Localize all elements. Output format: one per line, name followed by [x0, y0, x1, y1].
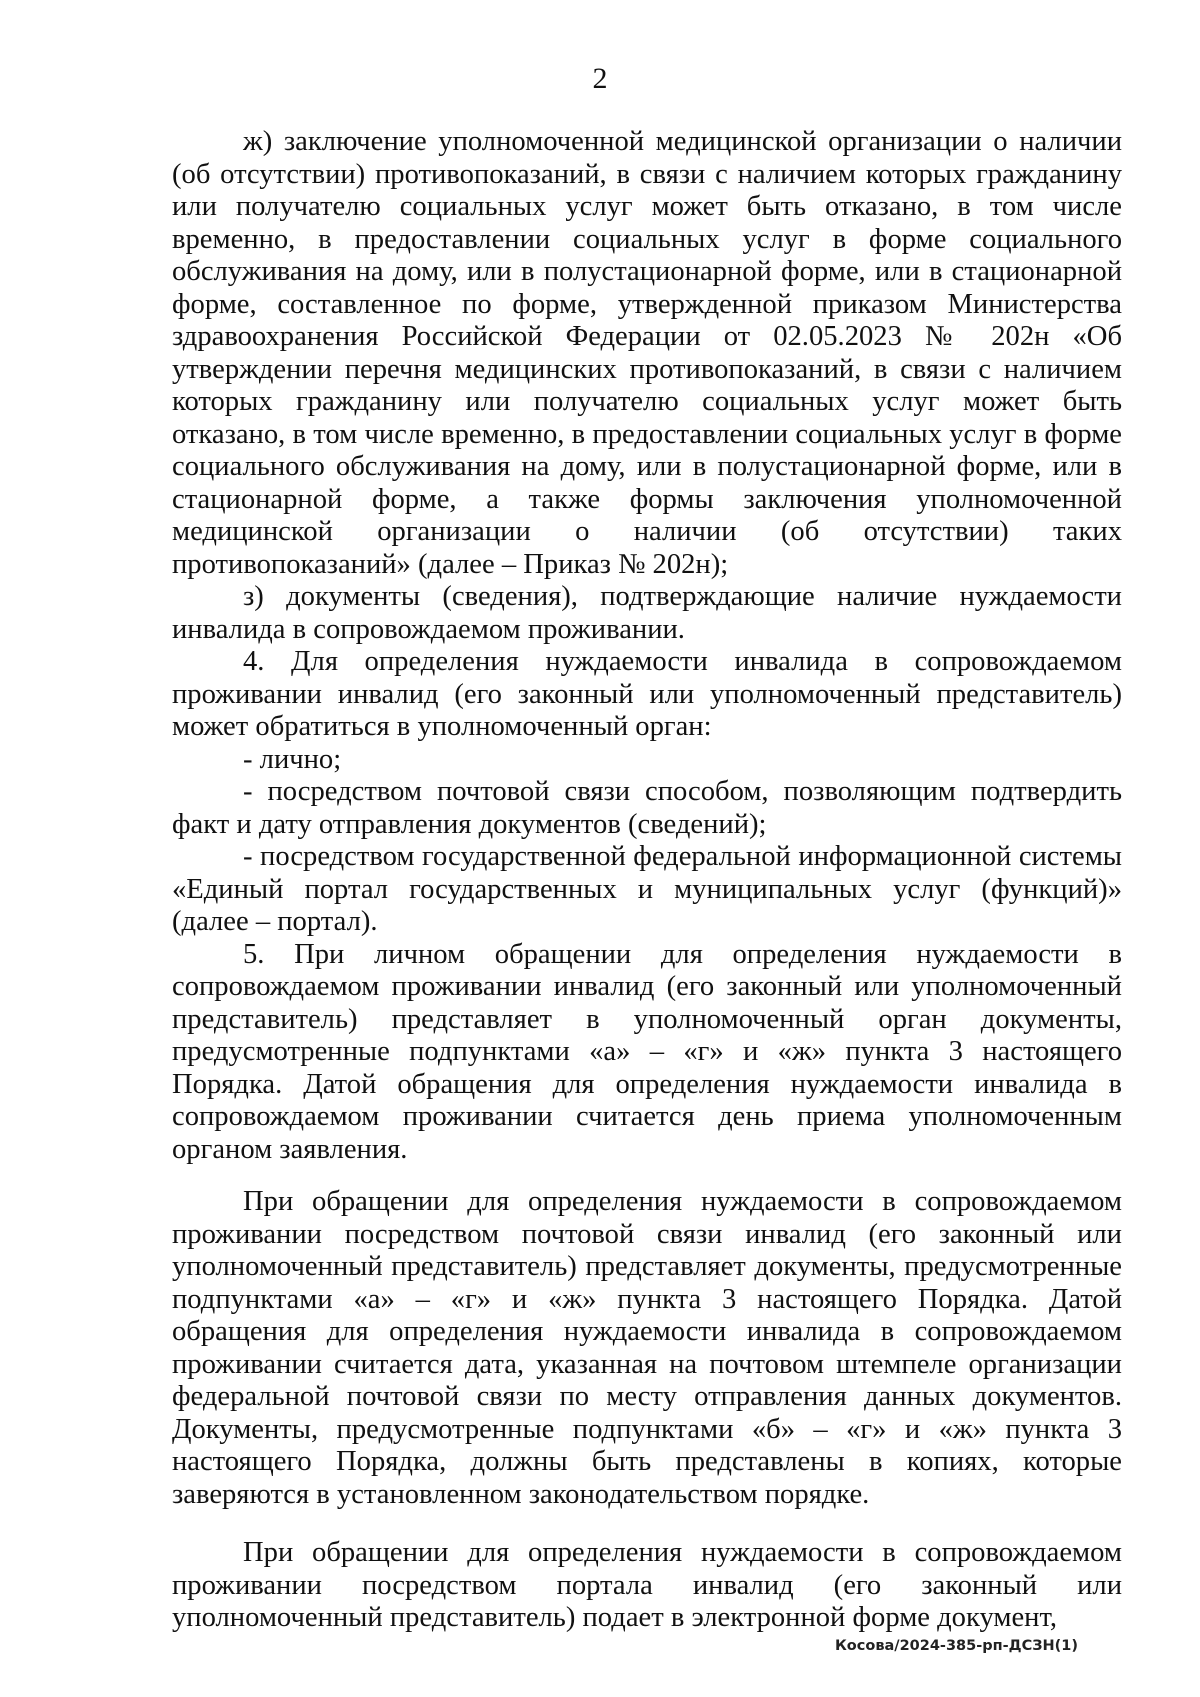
paragraph-portal-application: При обращении для определения нуждаемости в сопровождаемом проживании посредством портала инвалид (его законный или уполномоченный представитель) подает в электронной форме документ, — [172, 1537, 1122, 1633]
paragraph-postal-application: При обращении для определения нуждаемости в сопровождаемом проживании посредством почтовой связи инвалид (его законный или уполномоченный представитель) представляет документы, предусмотренные подпунктами «а» – «г» и «ж» пункта 3 настоящего Порядка. Датой обращения для определения нуждаемости инвалида в сопровождаемом проживании считается дата, указанная на почтовом штемпеле организации федеральной почтовой связи по месту отправления данных документов. Документы, предусмотренные подпунктами «б» – «г» и «ж» пункта 3 настоящего Порядка, должны быть представлены в копиях, которые заверяются в установленном законодательством порядке. — [172, 1186, 1122, 1510]
paragraph-item-zh: ж) заключение уполномоченной медицинской организации о наличии (об отсутствии) противопоказаний, в связи с наличием которых гражданину или получателю социальных услуг может быть отказано, в том числе временно, в предоставлении социальных услуг в форме социального обслуживания на дому, или в полустационарной форме, или в стационарной форме, составленное по форме, утвержденной приказом Министерства здравоохранения Российской Федерации от 02.05.2023 № 202н «Об утверждении перечня медицинских противопоказаний, в связи с наличием которых гражданину или получателю социальных услуг может быть отказано, в том числе временно, в предоставлении социальных услуг в форме социального обслуживания на дому, или в полустационарной форме, или в стационарной форме, а также формы заключения уполномоченной медицинской организации о наличии (об отсутствии) таких противопоказаний» (далее – Приказ № 202н); — [172, 126, 1122, 580]
paragraph-item-z: з) документы (сведения), подтверждающие наличие нуждаемости инвалида в сопровождаемом проживании. — [172, 581, 1122, 645]
list-item-postal: - посредством почтовой связи способом, позволяющим подтвердить факт и дату отправления документов (сведений); — [172, 776, 1122, 840]
page-number: 2 — [592, 62, 608, 95]
document-body — [172, 126, 1122, 1635]
paragraph-point-5: 5. При личном обращении для определения нуждаемости в сопровождаемом проживании инвалид (его законный или уполномоченный представитель) представляет в уполномоченный орган документы, предусмотренные подпунктами «а» – «г» и «ж» пункта 3 настоящего Порядка. Датой обращения для определения нуждаемости инвалида в сопровождаемом проживании считается день приема уполномоченным органом заявления. — [172, 938, 1122, 1165]
list-item-in-person: - лично; — [243, 743, 342, 775]
paragraph-point-4: 4. Для определения нуждаемости инвалида в сопровождаемом проживании инвалид (его законный или уполномоченный представитель) может обратиться в уполномоченный орган: — [172, 646, 1122, 742]
document-registration-code: Косова/2024-385-рп-ДСЗН(1) — [834, 1638, 1078, 1654]
list-item-portal: - посредством государственной федеральной информационной системы «Единый портал государственных и муниципальных услуг (функций)» (далее – портал). — [172, 841, 1122, 937]
